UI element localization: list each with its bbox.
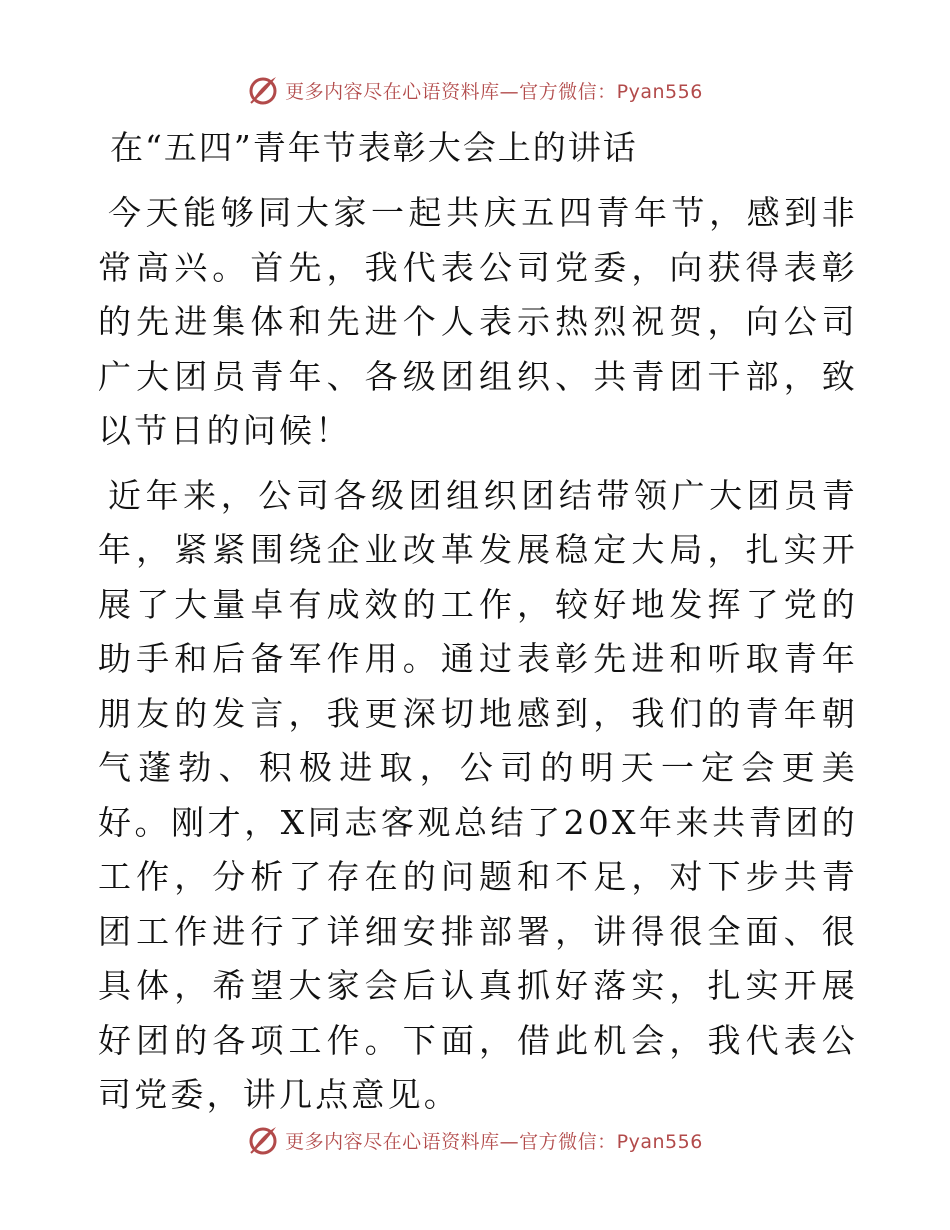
document-title: 在“五四”青年节表彰大会上的讲话 <box>110 128 638 167</box>
watermark-text: 更多内容尽在心语资料库—官方微信：Pyan556 <box>285 1130 703 1153</box>
watermark-banner-top <box>0 70 950 110</box>
feather-quill-icon <box>247 74 279 106</box>
watermark-banner-bottom <box>0 1120 950 1160</box>
watermark-text: 更多内容尽在心语资料库—官方微信：Pyan556 <box>285 80 703 103</box>
paragraph-2: 近年来，公司各级团组织团结带领广大团员青年，紧紧围绕企业改革发展稳定大局，扎实开展了大量卓有成效的工作，较好地发挥了党的助手和后备军作用。通过表彰先进和听取青年朋友的发言，我更深切地感到，我们的青年朝气蓬勃、积极进取，公司的明天一定会更美好。刚才，X同志客观总结了20X年来共青团的工作，分析了存在的问题和不足，对下步共青团工作进行了详细安排部署，讲得很全面、很具体，希望大家会后认真抓好落实，扎实开展好团的各项工作。下面，借此机会，我代表公司党委，讲几点意见。 <box>98 475 858 1114</box>
document-body <box>98 122 858 1133</box>
feather-quill-icon <box>247 1124 279 1156</box>
paragraph-1: 今天能够同大家一起共庆五四青年节，感到非常高兴。首先，我代表公司党委，向获得表彰的先进集体和先进个人表示热烈祝贺，向公司广大团员青年、各级团组织、共青团干部，致以节日的问候！ <box>98 193 858 450</box>
